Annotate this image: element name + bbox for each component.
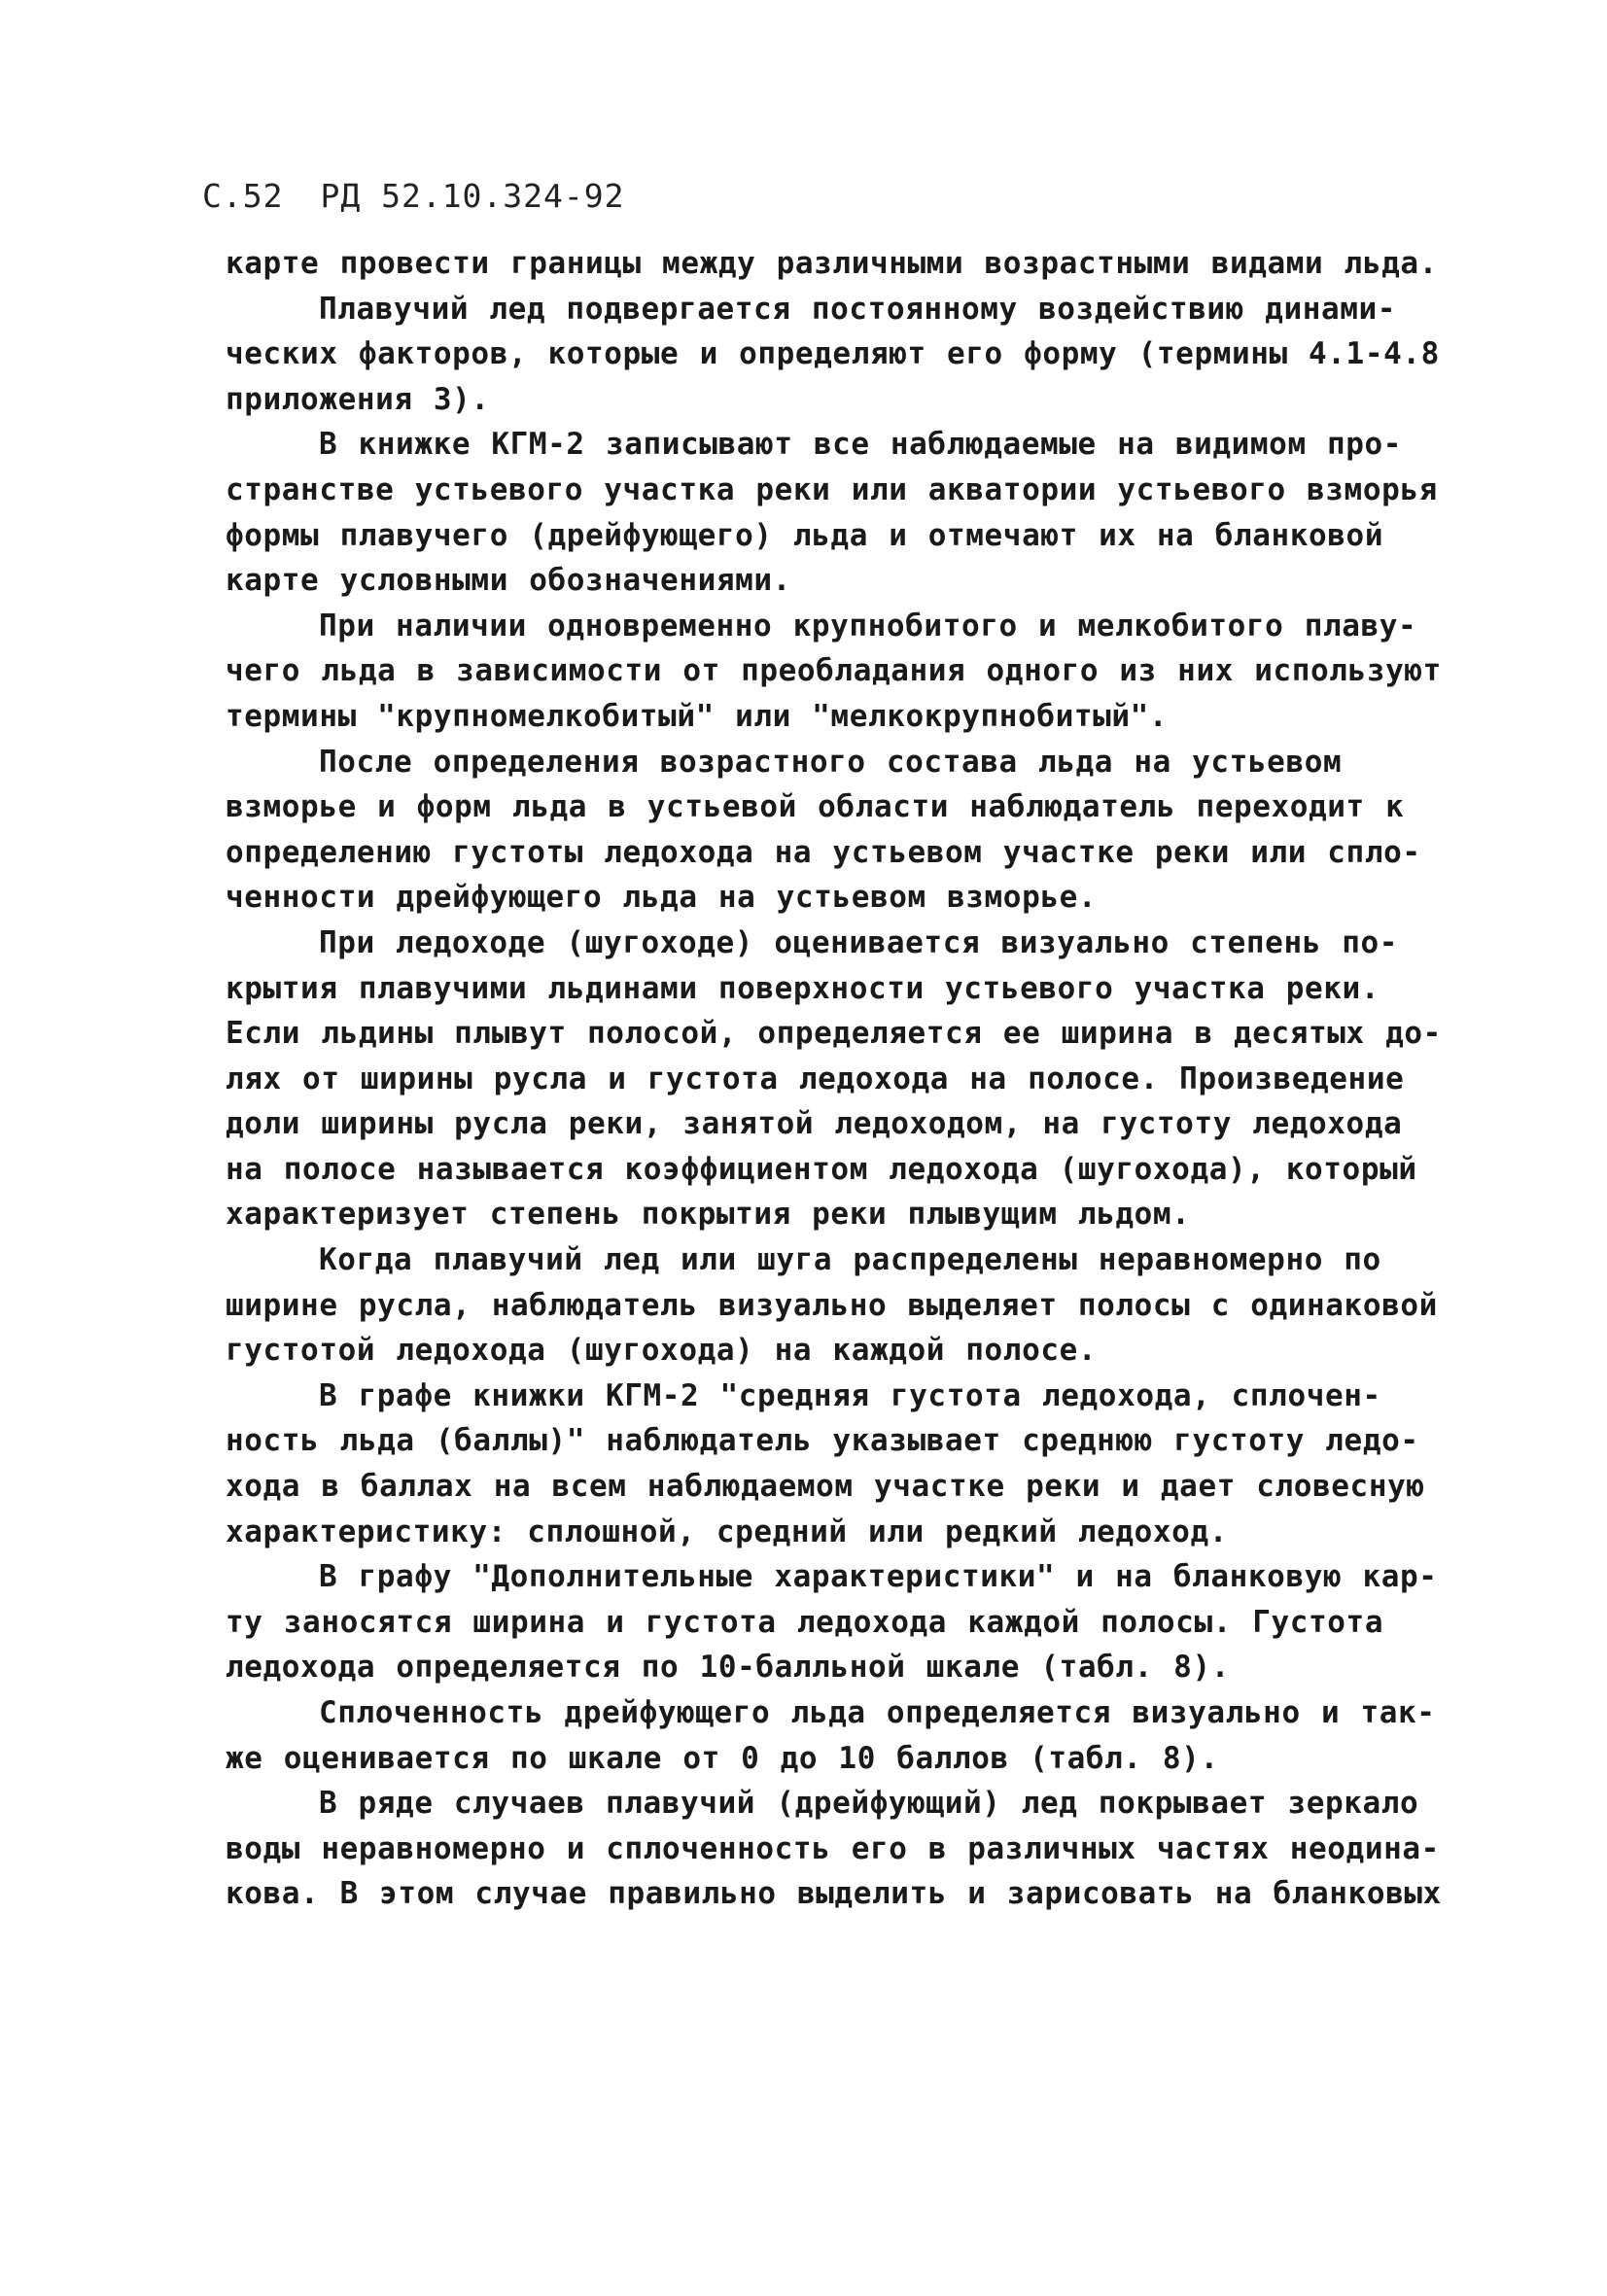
text-line: чего льда в зависимости от преобладания одного из них используют <box>226 653 1442 689</box>
document-code: РД 52.10.324-92 <box>320 177 625 215</box>
text-line: странстве устьевого участка реки или акватории устьевого взморья <box>226 471 1438 507</box>
text-line: ченности дрейфующего льда на устьевом взморье. <box>226 880 1098 916</box>
text-line: приложения 3). <box>226 381 490 417</box>
text-line: определению густоты ледохода на устьевом участке реки или спло- <box>226 834 1421 870</box>
text-line: карте провести границы между различными возрастными видами льда. <box>226 246 1438 281</box>
page-header <box>202 177 662 215</box>
text-line: карте условными обозначениями. <box>226 563 791 599</box>
text-line: ледохода определяется по 10-балльной шкале (табл. 8). <box>226 1650 1230 1686</box>
text-line: характеризует степень покрытия реки плывущим льдом. <box>226 1197 1191 1233</box>
text-line: хода в баллах на всем наблюдаемом участке реки и дает словесную <box>226 1469 1425 1505</box>
text-line: Когда плавучий лед или шуга распределены неравномерно по <box>319 1242 1381 1278</box>
text-line: В книжке КГМ-2 записывают все наблюдаемые на видимом про- <box>319 427 1403 463</box>
text-line: В графу "Дополнительные характеристики" и на бланковую кар- <box>319 1559 1438 1595</box>
text-line: взморье и форм льда в устьевой области наблюдатель переходит к <box>226 789 1405 825</box>
text-line: кова. В этом случае правильно выделить и зарисовать на бланковых <box>226 1876 1442 1912</box>
text-line: же оценивается по шкале от 0 до 10 баллов (табл. 8). <box>226 1740 1219 1776</box>
text-line: В ряде случаев плавучий (дрейфующий) лед покрывает зеркало <box>319 1786 1419 1822</box>
text-line: После определения возрастного состава льда на устьевом <box>319 744 1343 780</box>
text-line: на полосе называется коэффициентом ледохода (шугохода), который <box>226 1151 1417 1187</box>
text-line: доли ширины русла реки, занятой ледоходом, на густоту ледохода <box>226 1106 1403 1142</box>
text-line: Плавучий лед подвергается постоянному воздействию динами- <box>319 291 1397 327</box>
text-line: В графе книжки КГМ-2 "средняя густота ледохода, сплочен- <box>319 1377 1381 1413</box>
text-line: При наличии одновременно крупнобитого и мелкобитого плаву- <box>319 608 1417 644</box>
text-line: характеристику: сплошной, средний или редкий ледоход. <box>226 1513 1228 1549</box>
text-line: ту заносятся ширина и густота ледохода каждой полосы. Густота <box>226 1604 1384 1640</box>
page-number: С.52 <box>202 177 284 215</box>
text-line: При ледоходе (шугоходе) оценивается визуально степень по- <box>319 924 1399 960</box>
text-line: воды неравномерно и сплоченность его в различных частях неодина- <box>226 1830 1440 1866</box>
body-text <box>226 241 1442 1917</box>
text-line: Если льдины плывут полосой, определяется ее ширина в десятых до- <box>226 1016 1442 1052</box>
text-line: термины "крупномелкобитый" или "мелкокрупнобитый". <box>226 698 1169 734</box>
text-line: формы плавучего (дрейфующего) льда и отмечают их на бланковой <box>226 517 1384 553</box>
text-line: ность льда (баллы)" наблюдатель указывает среднюю густоту ледо- <box>226 1423 1419 1459</box>
text-line: Сплоченность дрейфующего льда определяется визуально и так- <box>319 1695 1436 1730</box>
text-line: лях от ширины русла и густота ледохода на полосе. Произведение <box>226 1061 1405 1096</box>
text-line: густотой ледохода (шугохода) на каждой полосе. <box>226 1333 1098 1369</box>
text-line: ширине русла, наблюдатель визуально выделяет полосы с одинаковой <box>226 1287 1438 1323</box>
text-line: крытия плавучими льдинами поверхности устьевого участка реки. <box>226 970 1380 1006</box>
text-line: ческих факторов, которые и определяют его форму (термины 4.1-4.8 <box>226 336 1440 372</box>
